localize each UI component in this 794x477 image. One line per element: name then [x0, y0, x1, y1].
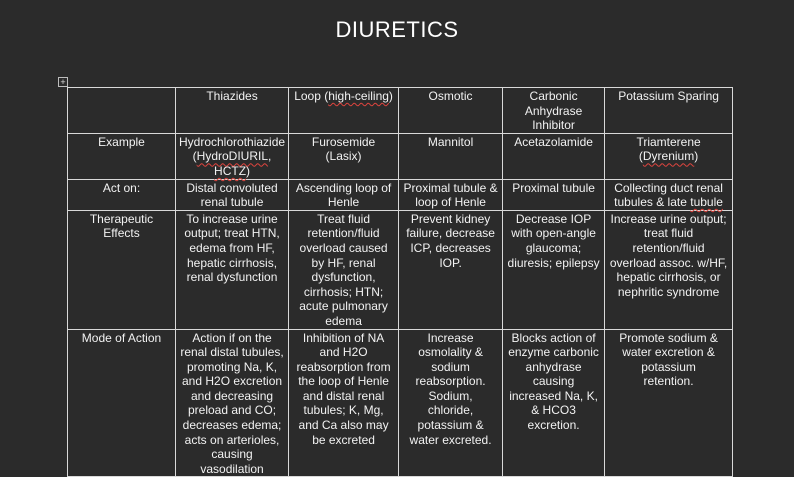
- mode-osmotic-text: Increase osmolality & sodium reabsorption. Sodium, chloride, potassium & water excreted.: [409, 330, 492, 447]
- act-on-cell-loop[interactable]: [289, 179, 399, 210]
- act-on-potassium-text: Collecting duct renal tubules & late: [614, 180, 723, 210]
- example-cell-loop[interactable]: [289, 133, 399, 179]
- act-on-osmotic-text: Proximal tubule & loop of Henle: [403, 180, 498, 210]
- row-label-act-on[interactable]: Act on:: [68, 179, 176, 210]
- header-loop-text: Loop (: [294, 89, 329, 103]
- mode-cell-thiazides[interactable]: [176, 329, 289, 477]
- act-on-cell-potassium[interactable]: [605, 179, 733, 210]
- therapeutic-osmotic-text: Prevent kidney failure, decrease ICP, decreases IOP.: [406, 211, 495, 270]
- therapeutic-cell-potassium[interactable]: [605, 210, 733, 329]
- example-cell-thiazides[interactable]: [176, 133, 289, 179]
- therapeutic-cell-carbonic[interactable]: [503, 210, 605, 329]
- row-label-example[interactable]: Example: [68, 133, 176, 179]
- header-carbonic-text: Carbonic Anhydrase Inhibitor: [524, 89, 583, 133]
- act-on-loop-text: Ascending loop of Henle: [295, 180, 392, 210]
- example-osmotic-text: Mannitol: [427, 134, 474, 149]
- therapeutic-potassium-text: Increase urine output; treat fluid retention/fluid overload assoc. w/HF, hepatic cirrhosis, or nephritic syndrome: [609, 211, 728, 299]
- mode-carbonic-text: Blocks action of enzyme carbonic anhydrase causing increased Na, K, & HCO3 excretion.: [508, 330, 599, 433]
- header-loop-close-text: ): [388, 89, 393, 103]
- table-row-therapeutic: [68, 210, 733, 329]
- mode-cell-carbonic[interactable]: [503, 329, 605, 477]
- row-label-therapeutic[interactable]: Therapeutic Effects: [68, 210, 176, 329]
- table-row-act-on: [68, 179, 733, 210]
- therapeutic-cell-loop[interactable]: [289, 210, 399, 329]
- act-on-potassium-misspelled-text: tubule: [690, 195, 723, 210]
- example-cell-osmotic[interactable]: [399, 133, 503, 179]
- example-carbonic-text: Acetazolamide: [514, 134, 593, 149]
- therapeutic-carbonic-text: Decrease IOP with open-angle glaucoma; diuresis; epilepsy: [507, 211, 600, 270]
- header-potassium-text: Potassium Sparing: [618, 89, 719, 103]
- header-osmotic-text: Osmotic: [428, 89, 473, 103]
- mode-cell-loop[interactable]: [289, 329, 399, 477]
- header-cell-carbonic[interactable]: [503, 88, 605, 134]
- table-row-mode: [68, 329, 733, 477]
- example-thiazides-text: Hydrochlorothiazide (: [179, 134, 286, 164]
- example-thiazides-misspelled-text: HydroDIURIL: [196, 149, 269, 164]
- example-potassium-text: Triamterene (: [636, 134, 701, 164]
- act-on-thiazides-text: Distal convoluted renal tubule: [186, 180, 278, 210]
- example-potassium-close-text: ): [694, 149, 699, 164]
- header-cell-osmotic[interactable]: [399, 88, 503, 134]
- table-move-handle-icon[interactable]: +: [58, 77, 68, 87]
- mode-cell-potassium[interactable]: [605, 329, 733, 477]
- table-header-row: [68, 88, 733, 134]
- therapeutic-cell-thiazides[interactable]: [176, 210, 289, 329]
- therapeutic-cell-osmotic[interactable]: [399, 210, 503, 329]
- diuretics-table: [67, 87, 733, 477]
- therapeutic-thiazides-text: To increase urine output; treat HTN, edema from HF, hepatic cirrhosis, renal dysfunction: [184, 211, 280, 285]
- example-potassium-misspelled-text: Dyrenium: [642, 149, 695, 164]
- mode-potassium-text: Promote sodium & water excretion & potassium retention.: [619, 330, 718, 389]
- example-thiazides-close-text: ): [246, 163, 251, 178]
- header-loop-misspelled-text: high-ceiling: [328, 89, 389, 103]
- header-cell-loop[interactable]: [289, 88, 399, 134]
- header-cell-thiazides[interactable]: [176, 88, 289, 134]
- example-cell-carbonic[interactable]: [503, 133, 605, 179]
- example-thiazides-misspelled-text-2: HCTZ: [214, 163, 247, 178]
- row-label-mode[interactable]: Mode of Action: [68, 329, 176, 477]
- mode-cell-osmotic[interactable]: [399, 329, 503, 477]
- mode-loop-text: Inhibition of NA and H2O reabsorption from the loop of Henle and distal renal tubules; K, Mg, and Ca also may be excreted: [296, 330, 391, 447]
- example-loop-text: Furosemide (Lasix): [311, 134, 376, 164]
- example-thiazides-sep-text: ,: [268, 149, 272, 164]
- act-on-carbonic-text: Proximal tubule: [512, 180, 595, 195]
- header-cell-potassium[interactable]: [605, 88, 733, 134]
- document-title: DIURETICS: [335, 17, 459, 42]
- therapeutic-loop-text: Treat fluid retention/fluid overload caused by HF, renal dysfunction, cirrhosis; HTN; acute pulmonary edema: [299, 211, 388, 328]
- act-on-cell-carbonic[interactable]: [503, 179, 605, 210]
- act-on-cell-osmotic[interactable]: [399, 179, 503, 210]
- table-row-example: [68, 133, 733, 179]
- mode-thiazides-text: Action if on the renal distal tubules, promoting Na, K, and H2O excretion and decreasing preload and CO; decreases edema; acts on arterioles, causing vasodilation: [180, 330, 284, 476]
- header-cell-blank[interactable]: [68, 88, 176, 134]
- act-on-cell-thiazides[interactable]: [176, 179, 289, 210]
- example-cell-potassium[interactable]: [605, 133, 733, 179]
- header-thiazides-text: Thiazides: [206, 89, 258, 103]
